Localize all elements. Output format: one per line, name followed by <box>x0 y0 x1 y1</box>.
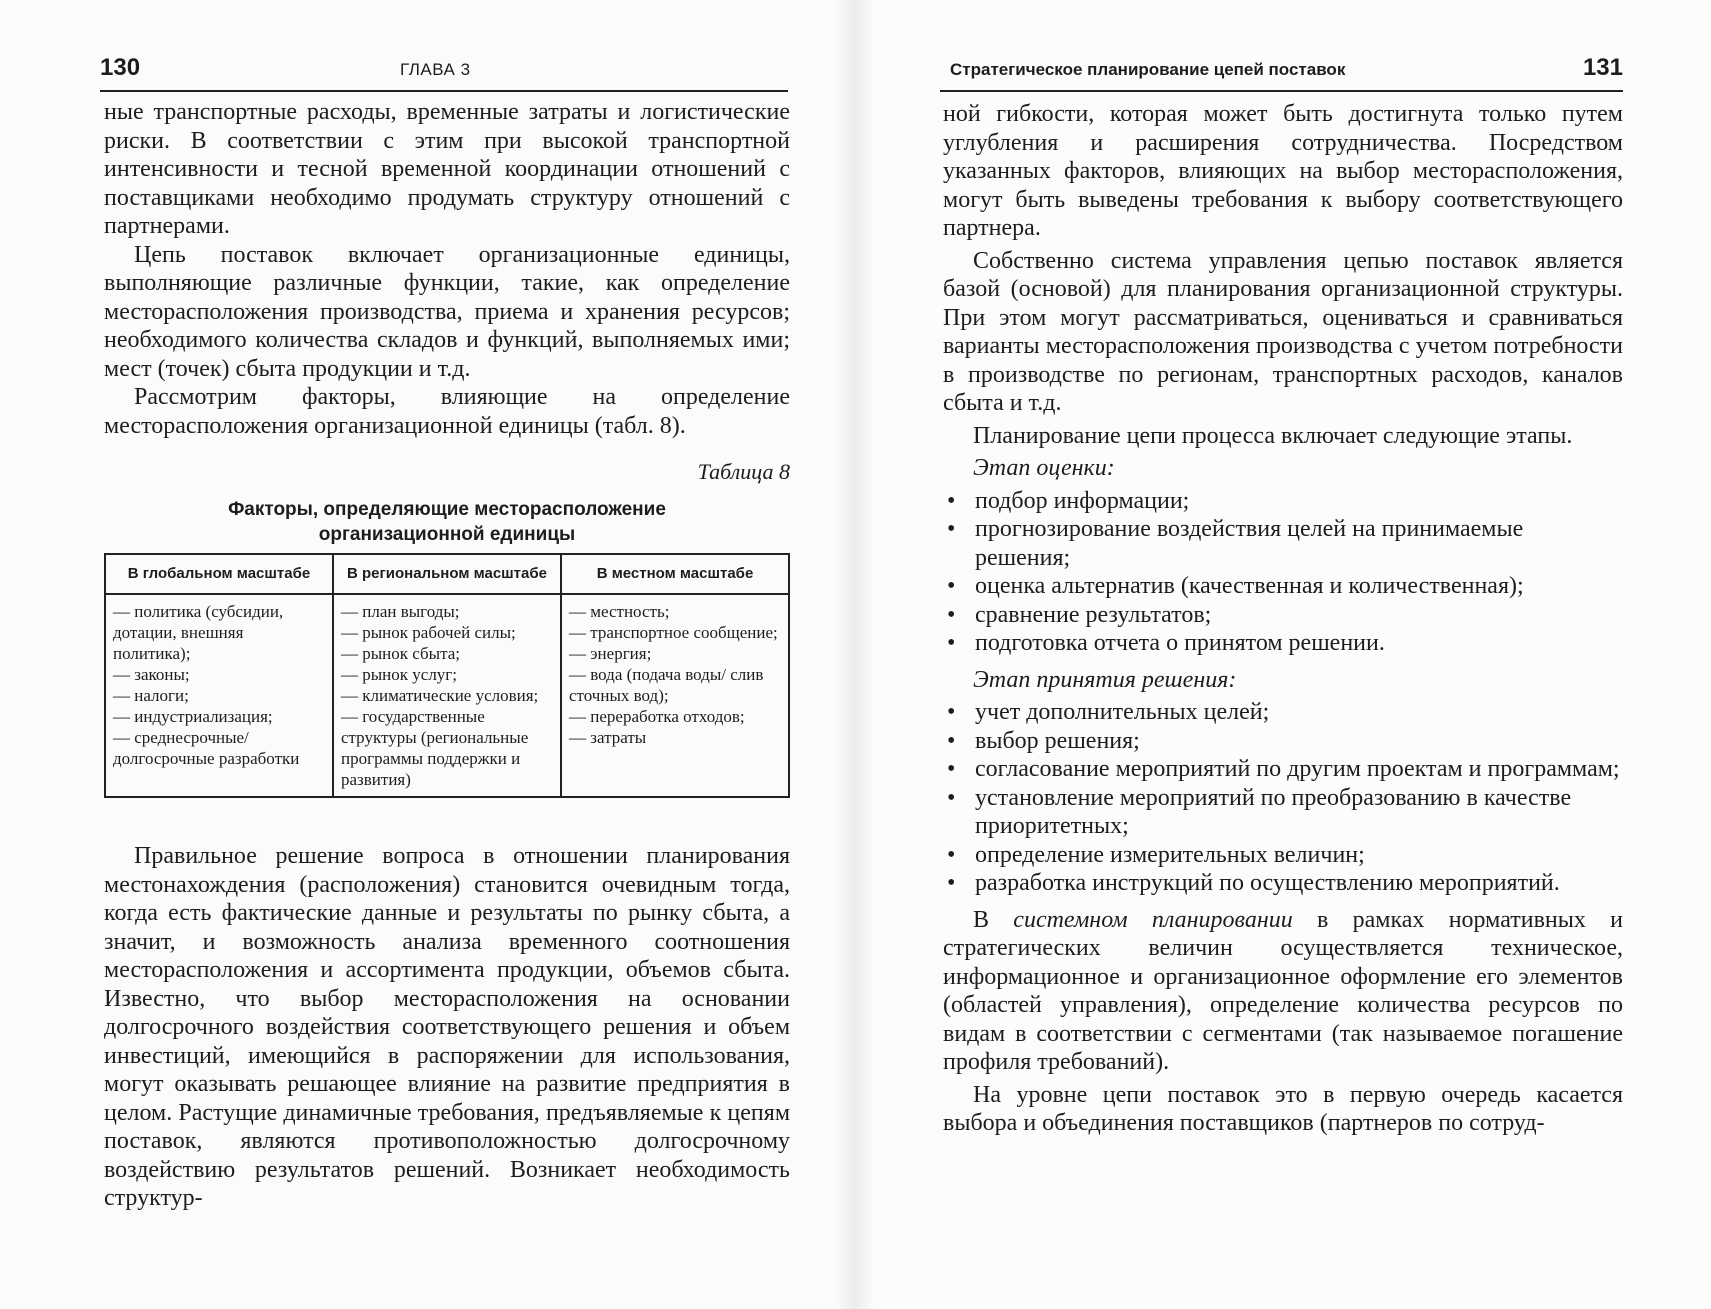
table-cell-line: — транспортное сообщение; <box>569 622 778 642</box>
emphasized-term: системном планировании <box>1013 906 1293 933</box>
table-cell-line: — климатические условия; <box>341 685 539 705</box>
table-cell-line: — переработка отходов; <box>569 706 745 726</box>
table-header-cell: В местном масштабе <box>561 554 789 594</box>
table-cell-global <box>105 594 333 797</box>
paragraph: Правильное решение вопроса в отношении планирования местонахождения (расположения) становится очевидным тогда, когда есть фактические данные и результаты по рынку сбыта, а значит, и возможность анализа временного соотношения месторасположения и ассортимента продукции, объемов сбыта. Известно, что выбор месторасположения на основании долгосрочного воздействия соответствующего решения и объем инвестиций, имеющийся в распоряжении для использования, могут оказывать решающее влияние на развитие предприятия в целом. Растущие динамичные требования, предъявляемые к цепям поставок, являются противоположностью долгосрочному воздействию результатов решений. Возникает необходимость структур- <box>104 843 790 1211</box>
list-item: • определение измерительных величин; <box>943 841 1623 870</box>
paragraph: ной гибкости, которая может быть достигнута только путем углубления и расширения сотрудничества. Посредством указанных факторов, влияющих на выбор месторасположения, могут быть выведены требования к выбору соответствующего партнера. <box>943 101 1623 241</box>
list-item: • подбор информации; <box>943 487 1623 516</box>
paragraph: Цепь поставок включает организационные единицы, выполняющие различные функции, такие, как определение месторасположения производства, приема и хранения ресурсов; необходимого количества складов и функций, выполняемых ими; мест (точек) сбыта продукции и т.д. <box>104 241 790 382</box>
left-page <box>0 0 855 1309</box>
list-item: • согласование мероприятий по другим проектам и программам; <box>943 755 1623 784</box>
table-title-line: Факторы, определяющие месторасположение <box>228 498 666 520</box>
table-cell-line: — рынок рабочей силы; <box>341 622 516 642</box>
table-header-row <box>105 554 789 594</box>
paragraph: Рассмотрим факторы, влияющие на определение месторасположения организационной единицы (табл. 8). <box>104 384 790 439</box>
table-row <box>105 594 789 797</box>
paragraph-rest: в рамках нормативных и стратегических величин осуществляется техническое, информационное и организационное оформление его элементов (областей управления), определение количества ресурсов по видам в соответствии с сегментами (так называемое погашение профиля требований). <box>943 906 1624 1075</box>
list-item: • сравнение результатов; <box>943 601 1623 630</box>
right-page-header <box>940 52 1623 92</box>
paragraph: Собственно система управления цепью поставок является базой (основой) для планирования организационной структуры. При этом могут рассматриваться, оцениваться и сравниваться варианты месторасположения производства с учетом потребности в производстве по регионам, транспортных расходов, каналов сбыта и т.д. <box>943 247 1623 416</box>
paragraph-start: В <box>973 906 1014 933</box>
list-item: • учет дополнительных целей; <box>943 698 1623 727</box>
page-number: 130 <box>100 54 141 81</box>
list-item: • выбор решения; <box>943 727 1623 756</box>
right-text <box>943 100 1623 1138</box>
bullet-list <box>943 487 1623 658</box>
list-item: • прогнозирование воздействия целей на принимаемые решения; <box>943 515 1623 572</box>
list-item: • подготовка отчета о принятом решении. <box>943 629 1623 658</box>
running-title: Стратегическое планирование цепей поставок <box>950 60 1346 79</box>
table-cell-line: — энергия; <box>569 643 652 663</box>
table-cell-regional <box>333 594 561 797</box>
list-item: • разработка инструкций по осуществлению мероприятий. <box>943 869 1623 898</box>
table-cell-line: — затраты <box>569 727 647 747</box>
list-item: • установление мероприятий по преобразованию в качестве приоритетных; <box>943 784 1623 841</box>
table-cell-line: — законы; <box>113 664 190 684</box>
factors-table <box>104 553 790 798</box>
paragraph: На уровне цепи поставок это в первую очередь касается выбора и объединения поставщиков (партнеров по сотруд- <box>943 1081 1623 1136</box>
table-cell-line: — рынок услуг; <box>341 664 458 684</box>
table-cell-line: — политика (субсидии, дотации, внешняя политика); <box>113 601 284 663</box>
table-cell-line: — вода (подача воды/ слив сточных вод); <box>569 664 764 705</box>
table-cell-line: — государственные структуры (региональные программы поддержки и развития) <box>341 706 529 789</box>
section-heading: Этап принятия решения: <box>973 666 1237 693</box>
paragraph <box>943 906 1623 1077</box>
table-cell-line: — индустриализация; <box>113 706 273 726</box>
right-page <box>855 0 1711 1309</box>
bullet-list <box>943 698 1623 898</box>
paragraph: ные транспортные расходы, временные затраты и логистические риски. В соответствии с этим при высокой транспортной интенсивности и тесной временной координации отношений с поставщиками необходимо продумать структуру отношений с партнерами. <box>104 99 790 239</box>
table-cell-local <box>561 594 789 797</box>
list-item: • оценка альтернатив (качественная и количественная); <box>943 572 1623 601</box>
page-number: 131 <box>1582 54 1623 81</box>
table-cell-line: — налоги; <box>113 685 189 705</box>
book-gutter-shadow <box>835 0 875 1309</box>
left-text-bottom <box>104 842 790 1213</box>
left-page-header <box>100 52 788 92</box>
table-title-line: организационной единицы <box>318 523 576 545</box>
left-text-top <box>104 98 790 798</box>
paragraph: Планирование цепи процесса включает следующие этапы. <box>973 422 1573 449</box>
table-title <box>104 497 790 547</box>
table-cell-line: — местность; <box>569 601 670 621</box>
table-caption: Таблица 8 <box>697 459 790 484</box>
table-header-cell: В региональном масштабе <box>333 554 561 594</box>
table-cell-line: — рынок сбыта; <box>341 643 461 663</box>
chapter-label: ГЛАВА 3 <box>400 60 471 79</box>
table-header-cell: В глобальном масштабе <box>105 554 333 594</box>
table-cell-line: — среднесрочные/ долгосрочные разработки <box>113 727 300 768</box>
table-cell-line: — план выгоды; <box>341 601 460 621</box>
section-heading: Этап оценки: <box>973 455 1115 481</box>
